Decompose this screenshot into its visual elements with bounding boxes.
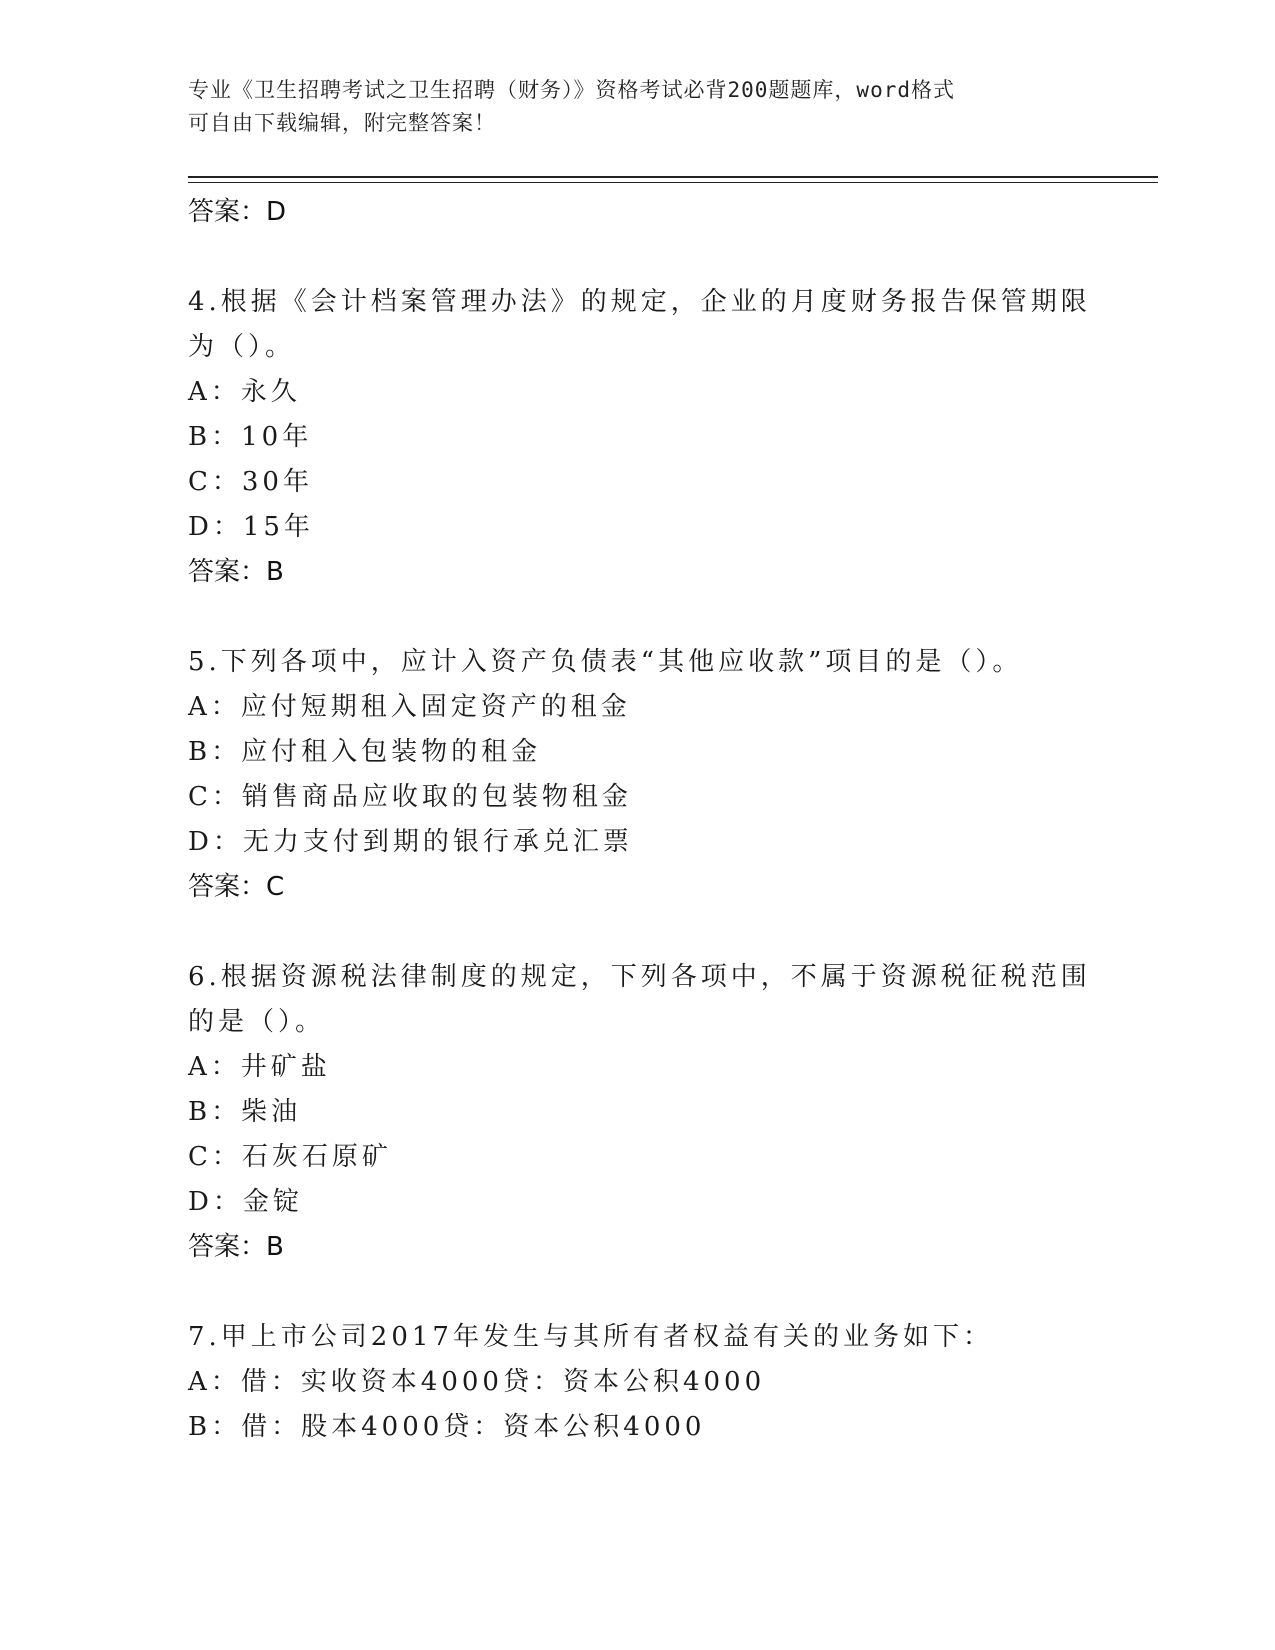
option-d: D：无力支付到期的银行承兑汇票: [188, 827, 633, 857]
question-text: 的是（）。: [188, 1007, 326, 1037]
spacer: [188, 234, 1088, 280]
header-rule: [188, 176, 1158, 178]
answer-line: 答案：B: [188, 1232, 284, 1262]
question-text: 4.根据《会计档案管理办法》的规定，企业的月度财务报告保管期限: [188, 287, 1091, 317]
spacer: [188, 594, 1088, 640]
answer-line: 答案：C: [188, 872, 285, 902]
question-text: 7.甲上市公司2017年发生与其所有者权益有关的业务如下：: [188, 1322, 993, 1352]
answer-line: 答案：B: [188, 557, 284, 587]
option-d: D：金锭: [188, 1187, 303, 1217]
page-header: [188, 74, 1068, 140]
option-b: B：10年: [188, 422, 313, 452]
header-line-1: 专业《卫生招聘考试之卫生招聘（财务）》资格考试必背200题题库，word格式: [188, 78, 955, 102]
question-block: [188, 640, 1088, 909]
option-b: B：柴油: [188, 1097, 302, 1127]
spacer: [188, 1269, 1088, 1315]
question-list: [188, 190, 1091, 1450]
option-a: A：井矿盐: [188, 1052, 331, 1082]
question-text: 为（）。: [188, 332, 296, 362]
spacer: [188, 909, 1088, 955]
question-block: [188, 1315, 1088, 1450]
header-line-2: 可自由下载编辑，附完整答案！: [188, 111, 496, 135]
question-text: 6.根据资源税法律制度的规定，下列各项中，不属于资源税征税范围: [188, 962, 1091, 992]
option-a: A：永久: [188, 377, 301, 407]
question-block: [188, 955, 1091, 1269]
option-b: B：应付租入包装物的租金: [188, 737, 542, 767]
option-a: A：借：实收资本4000贷：资本公积4000: [188, 1367, 766, 1397]
option-c: C：销售商品应收取的包装物租金: [188, 782, 632, 812]
header-rule-thin: [188, 182, 1158, 183]
option-c: C：石灰石原矿: [188, 1142, 392, 1172]
option-d: D：15年: [188, 512, 314, 542]
question-text: 5.下列各项中，应计入资产负债表“其他应收款”项目的是（）。: [188, 647, 1023, 677]
question-block: [188, 280, 1091, 594]
option-c: C：30年: [188, 467, 313, 497]
option-b: B：借：股本4000贷：资本公积4000: [188, 1412, 706, 1442]
answer-line: 答案：D: [188, 197, 287, 227]
option-a: A：应付短期租入固定资产的租金: [188, 692, 631, 722]
